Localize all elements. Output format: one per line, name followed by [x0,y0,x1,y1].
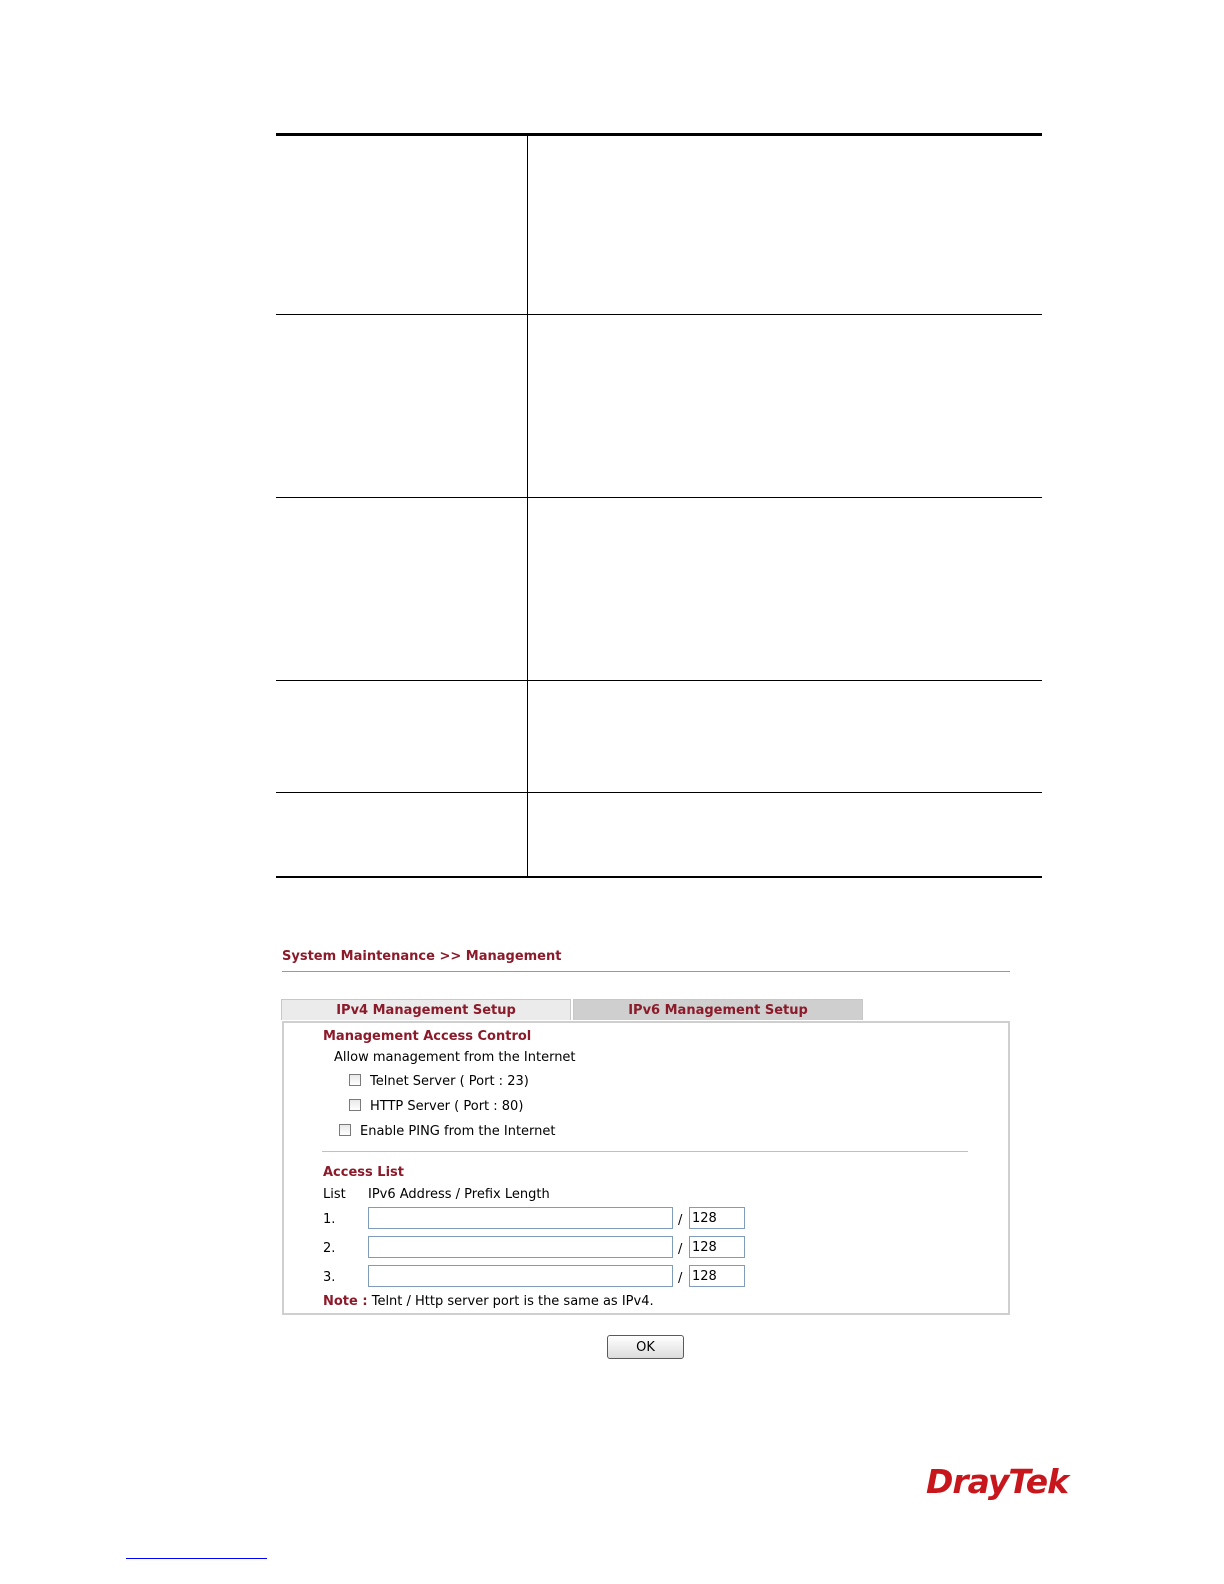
ipv6-address-input-2[interactable] [368,1236,673,1258]
description-term-cell [276,793,528,876]
description-text-cell [528,498,1042,680]
prefix-separator: / [678,1271,683,1286]
tab-ipv4-management-setup[interactable]: IPv4 Management Setup [281,999,571,1020]
http-server-label: HTTP Server ( Port : 80) [370,1099,524,1114]
management-panel [282,1021,1010,1315]
ipv6-address-input-1[interactable] [368,1207,673,1229]
access-list-col-list: List [323,1187,346,1202]
telnet-server-label: Telnet Server ( Port : 23) [370,1074,529,1089]
note-label: Note : [323,1294,368,1309]
draytek-logo: DrayTek [926,1462,1069,1501]
enable-ping-label: Enable PING from the Internet [360,1124,556,1139]
access-list-index: 2. [323,1241,336,1256]
breadcrumb-divider [282,971,1010,972]
management-access-title: Management Access Control [323,1029,532,1044]
description-row [276,792,1042,876]
prefix-separator: / [678,1213,683,1228]
access-list-col-address: IPv6 Address / Prefix Length [368,1187,550,1202]
allow-management-label: Allow management from the Internet [334,1050,576,1065]
description-text-cell [528,136,1042,314]
tab-ipv6-management-setup[interactable]: IPv6 Management Setup [573,999,863,1020]
description-term-cell [276,498,528,680]
prefix-length-input-2[interactable] [689,1236,745,1258]
ipv6-address-input-3[interactable] [368,1265,673,1287]
access-list-index: 1. [323,1212,336,1227]
description-text-cell [528,793,1042,876]
prefix-separator: / [678,1242,683,1257]
telnet-server-checkbox[interactable] [349,1074,361,1086]
ok-button[interactable]: OK [607,1335,684,1359]
description-term-cell [276,136,528,314]
description-text-cell [528,681,1042,792]
note [323,1294,654,1309]
tab-bar [281,999,863,1020]
section-divider [322,1151,968,1152]
description-row [276,680,1042,792]
note-text: Telnt / Http server port is the same as IPv4. [367,1294,654,1309]
description-table [276,133,1042,878]
prefix-length-input-3[interactable] [689,1265,745,1287]
access-list-index: 3. [323,1270,336,1285]
footer-link-underline [126,1558,267,1559]
breadcrumb: System Maintenance >> Management [282,949,562,964]
http-server-checkbox[interactable] [349,1099,361,1111]
enable-ping-checkbox[interactable] [339,1124,351,1136]
description-text-cell [528,315,1042,497]
description-term-cell [276,315,528,497]
description-row [276,497,1042,680]
prefix-length-input-1[interactable] [689,1207,745,1229]
description-term-cell [276,681,528,792]
description-row [276,136,1042,314]
description-row [276,314,1042,497]
access-list-title: Access List [323,1165,404,1180]
